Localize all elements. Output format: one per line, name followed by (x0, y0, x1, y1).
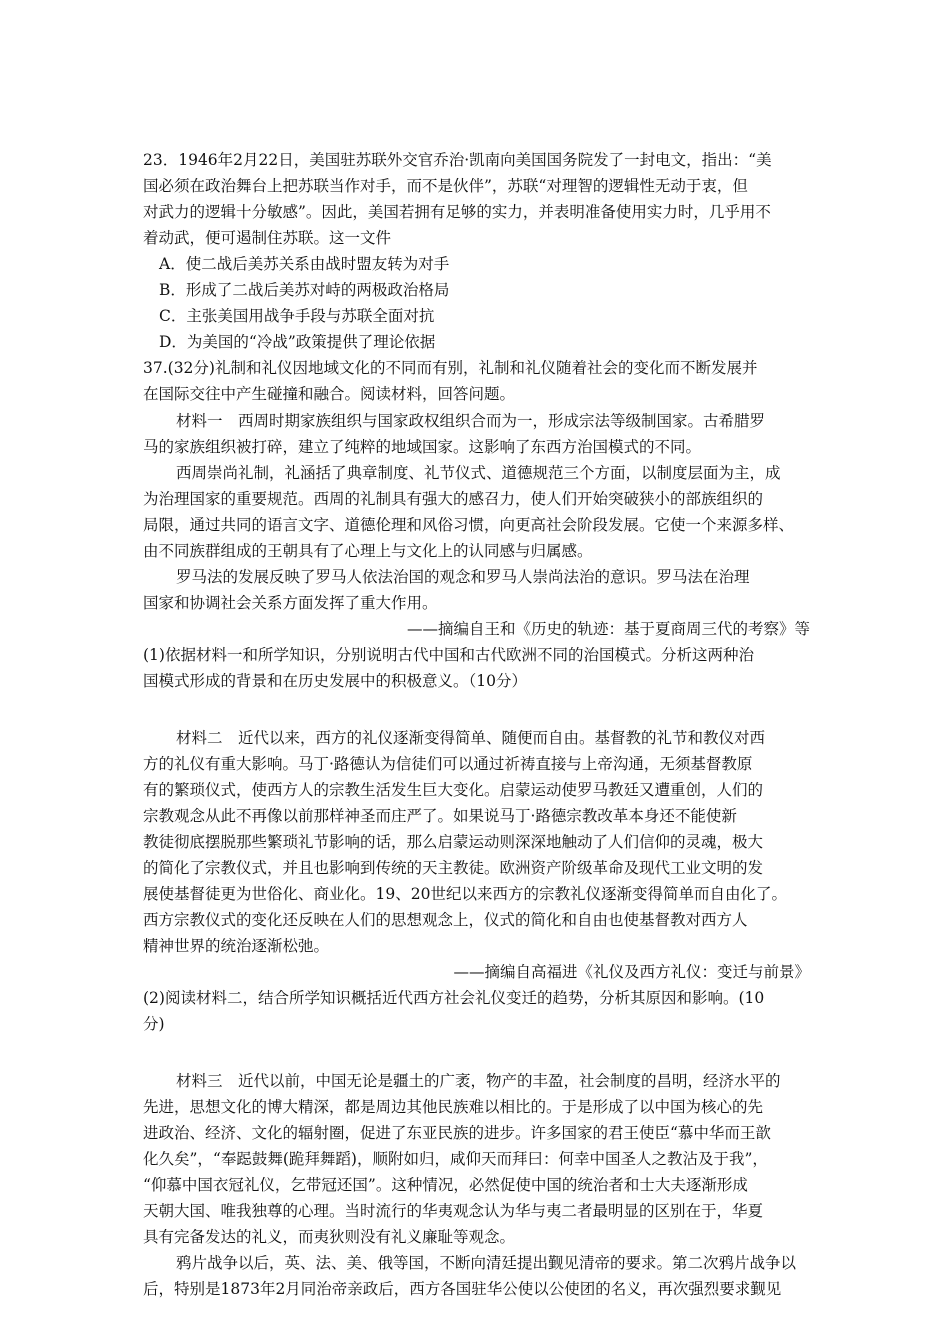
text-line: 马的家族组织被打碎，建立了纯粹的地域国家。这影响了东西方治国模式的不同。 (143, 438, 702, 456)
text-line: 西周崇尚礼制，礼涵括了典章制度、礼节仪式、道德规范三个方面，以制度层面为主，成 (176, 464, 781, 482)
text-line: 化久矣”，“奉跽鼓舞(跪拜舞蹈)，顺附如归，咸仰天而拜曰：何幸中国圣人之教沾及于我”， (143, 1150, 768, 1168)
text-line: 国家和协调社会关系方面发挥了重大作用。 (143, 594, 438, 612)
text-line: 材料二 近代以来，西方的礼仪逐渐变得简单、随便而自由。基督教的礼节和教仪对西 (176, 729, 766, 747)
text-line: 着动武，便可遏制住苏联。这一文件 (143, 229, 392, 247)
option-a: A．使二战后美苏关系由战时盟友转为对手 (159, 255, 450, 273)
text-line: 的简化了宗教仪式，并且也影响到传统的天主教徒。欧洲资产阶级革命及现代工业文明的发 (143, 859, 764, 877)
text-line: 由不同族群组成的王朝具有了心理上与文化上的认同感与归属感。 (143, 542, 593, 560)
text-line: 西方宗教仪式的变化还反映在人们的思想观念上，仪式的简化和自由也使基督教对西方人 (143, 911, 748, 929)
text-line: 方的礼仪有重大影响。马丁·路德认为信徒们可以通过祈祷直接与上帝沟通，无须基督教原 (143, 755, 753, 773)
text-line: 具有完备发达的礼义，而夷狄则没有礼义廉耻等观念。 (143, 1228, 516, 1246)
text-line: 先进，思想文化的博大精深，都是周边其他民族难以相比的。于是形成了以中国为核心的先 (143, 1098, 764, 1116)
option-b: B．形成了二战后美苏对峙的两极政治格局 (159, 281, 450, 299)
text-line: 为治理国家的重要规范。西周的礼制具有强大的感召力，使人们开始突破狭小的部族组织的 (143, 490, 764, 508)
source-citation: ——摘编自王和《历史的轨迹：基于夏商周三代的考察》等 (406, 620, 810, 638)
text-line: 对武力的逻辑十分敏感”。因此，美国若拥有足够的实力，并表明准备使用实力时，几乎用不 (143, 203, 771, 221)
text-line: 展使基督徒更为世俗化、商业化。19、20世纪以来西方的宗教礼仪逐渐变得简单而自由化了。 (143, 885, 787, 903)
option-c: C．主张美国用战争手段与苏联全面对抗 (159, 307, 435, 325)
question-text: (2)阅读材料二，结合所学知识概括近代西方社会礼仪变迁的趋势，分析其原因和影响。(10 (143, 989, 765, 1007)
text-line: 37.(32分)礼制和礼仪因地域文化的不同而有别，礼制和礼仪随着社会的变化而不断发展并 (143, 359, 758, 377)
text-line: 进政治、经济、文化的辐射圈，促进了东亚民族的进步。许多国家的君王使臣“慕中华而王歆 (143, 1124, 771, 1142)
text-line: 材料一 西周时期家族组织与国家政权组织合而为一，形成宗法等级制国家。古希腊罗 (176, 412, 766, 430)
option-d: D．为美国的“冷战”政策提供了理论依据 (159, 333, 436, 351)
question-text: 分) (143, 1015, 165, 1033)
text-line: 在国际交往中产生碰撞和融合。阅读材料，回答问题。 (143, 385, 516, 403)
text-line: “仰慕中国衣冠礼仪，乞带冠还国”。这种情况，必然促使中国的统治者和士大夫逐渐形成 (143, 1176, 748, 1194)
source-citation: ——摘编自高福进《礼仪及西方礼仪：变迁与前景》 (453, 963, 810, 981)
text-line: 23．1946年2月22日，美国驻苏联外交官乔治·凯南向美国国务院发了一封电文，指出：“美 (143, 151, 772, 169)
question-text: (1)依据材料一和所学知识，分别说明古代中国和古代欧洲不同的治国模式。分析这两种治 (143, 646, 754, 664)
text-line: 国必须在政治舞台上把苏联当作对手，而不是伙伴”，苏联“对理智的逻辑性无动于衷，但 (143, 177, 748, 195)
text-line: 材料三 近代以前，中国无论是疆土的广袤，物产的丰盈，社会制度的昌明，经济水平的 (176, 1072, 781, 1090)
text-line: 鸦片战争以后，英、法、美、俄等国，不断向清廷提出觐见清帝的要求。第二次鸦片战争以 (176, 1254, 797, 1272)
question-text: 国模式形成的背景和在历史发展中的积极意义。（10分） (143, 672, 527, 690)
text-line: 局限，通过共同的语言文字、道德伦理和风俗习惯，向更高社会阶段发展。它使一个来源多样、 (143, 516, 795, 534)
text-line: 有的繁琐仪式，使西方人的宗教生活发生巨大变化。启蒙运动使罗马教廷又遭重创，人们的 (143, 781, 764, 799)
text-line: 精神世界的统治逐渐松弛。 (143, 937, 330, 955)
text-line: 教徒彻底摆脱那些繁琐礼节影响的话，那么启蒙运动则深深地触动了人们信仰的灵魂，极大 (143, 833, 764, 851)
text-line: 后，特别是1873年2月同治帝亲政后，西方各国驻华公使以公使团的名义，再次强烈要求觐见 (143, 1280, 782, 1298)
text-line: 罗马法的发展反映了罗马人依法治国的观念和罗马人崇尚法治的意识。罗马法在治理 (176, 568, 750, 586)
text-line: 天朝大国、唯我独尊的心理。当时流行的华夷观念认为华与夷二者最明显的区别在于，华夏 (143, 1202, 764, 1220)
text-line: 宗教观念从此不再像以前那样神圣而庄严了。如果说马丁·路德宗教改革本身还不能使新 (143, 807, 737, 825)
